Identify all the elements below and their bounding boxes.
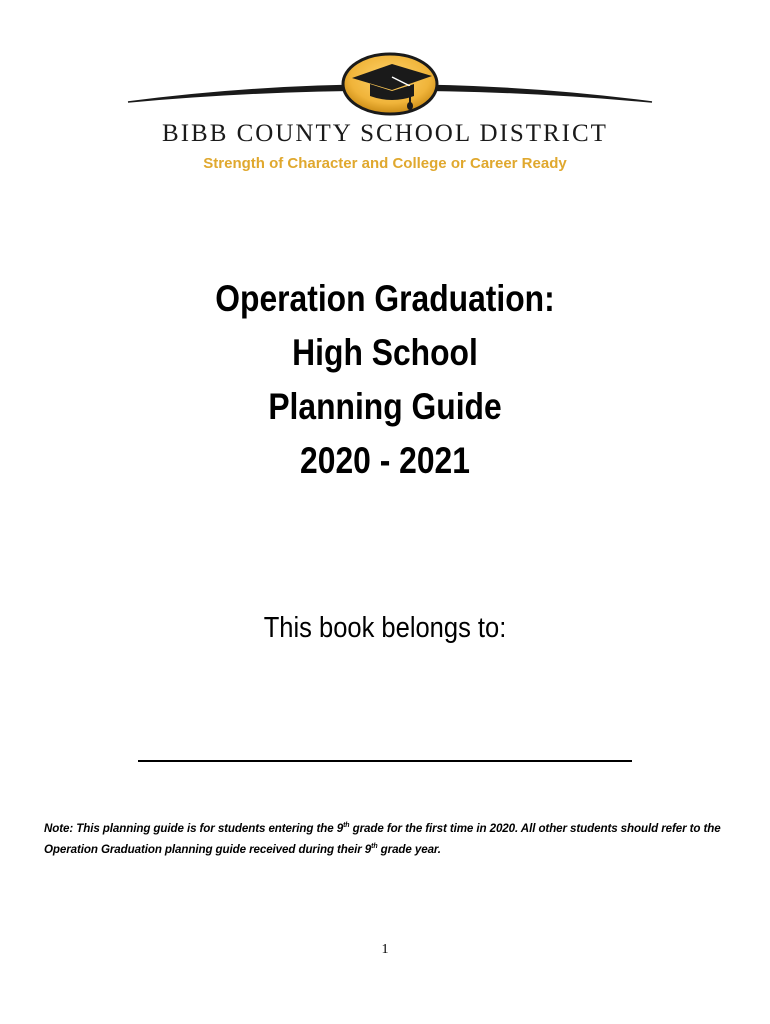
title-line: Planning Guide [268, 386, 502, 427]
graduation-cap-swoosh-logo [120, 48, 660, 126]
note-paragraph [44, 818, 734, 860]
page-number: 1 [381, 942, 389, 957]
document-title [54, 272, 716, 488]
note-text: grade for the first time in 2020. All other students should refer to the Operation Graduation planning guide received during their 9 [44, 822, 721, 856]
owner-name-line [138, 760, 632, 762]
title-line: Operation Graduation: [215, 278, 555, 319]
tagline: Strength of Character and College or Career Ready [203, 155, 567, 172]
owner-label: This book belongs to: [263, 612, 507, 644]
title-year: 2020 - 2021 [300, 440, 470, 481]
note-text: Note: This planning guide is for students entering the 9 [44, 822, 344, 835]
district-name: BIBB COUNTY SCHOOL DISTRICT [162, 120, 608, 147]
ordinal-suffix: th [371, 843, 378, 851]
note-text: grade year. [377, 843, 441, 856]
title-line: High School [292, 332, 478, 373]
ordinal-suffix: th [343, 822, 350, 830]
